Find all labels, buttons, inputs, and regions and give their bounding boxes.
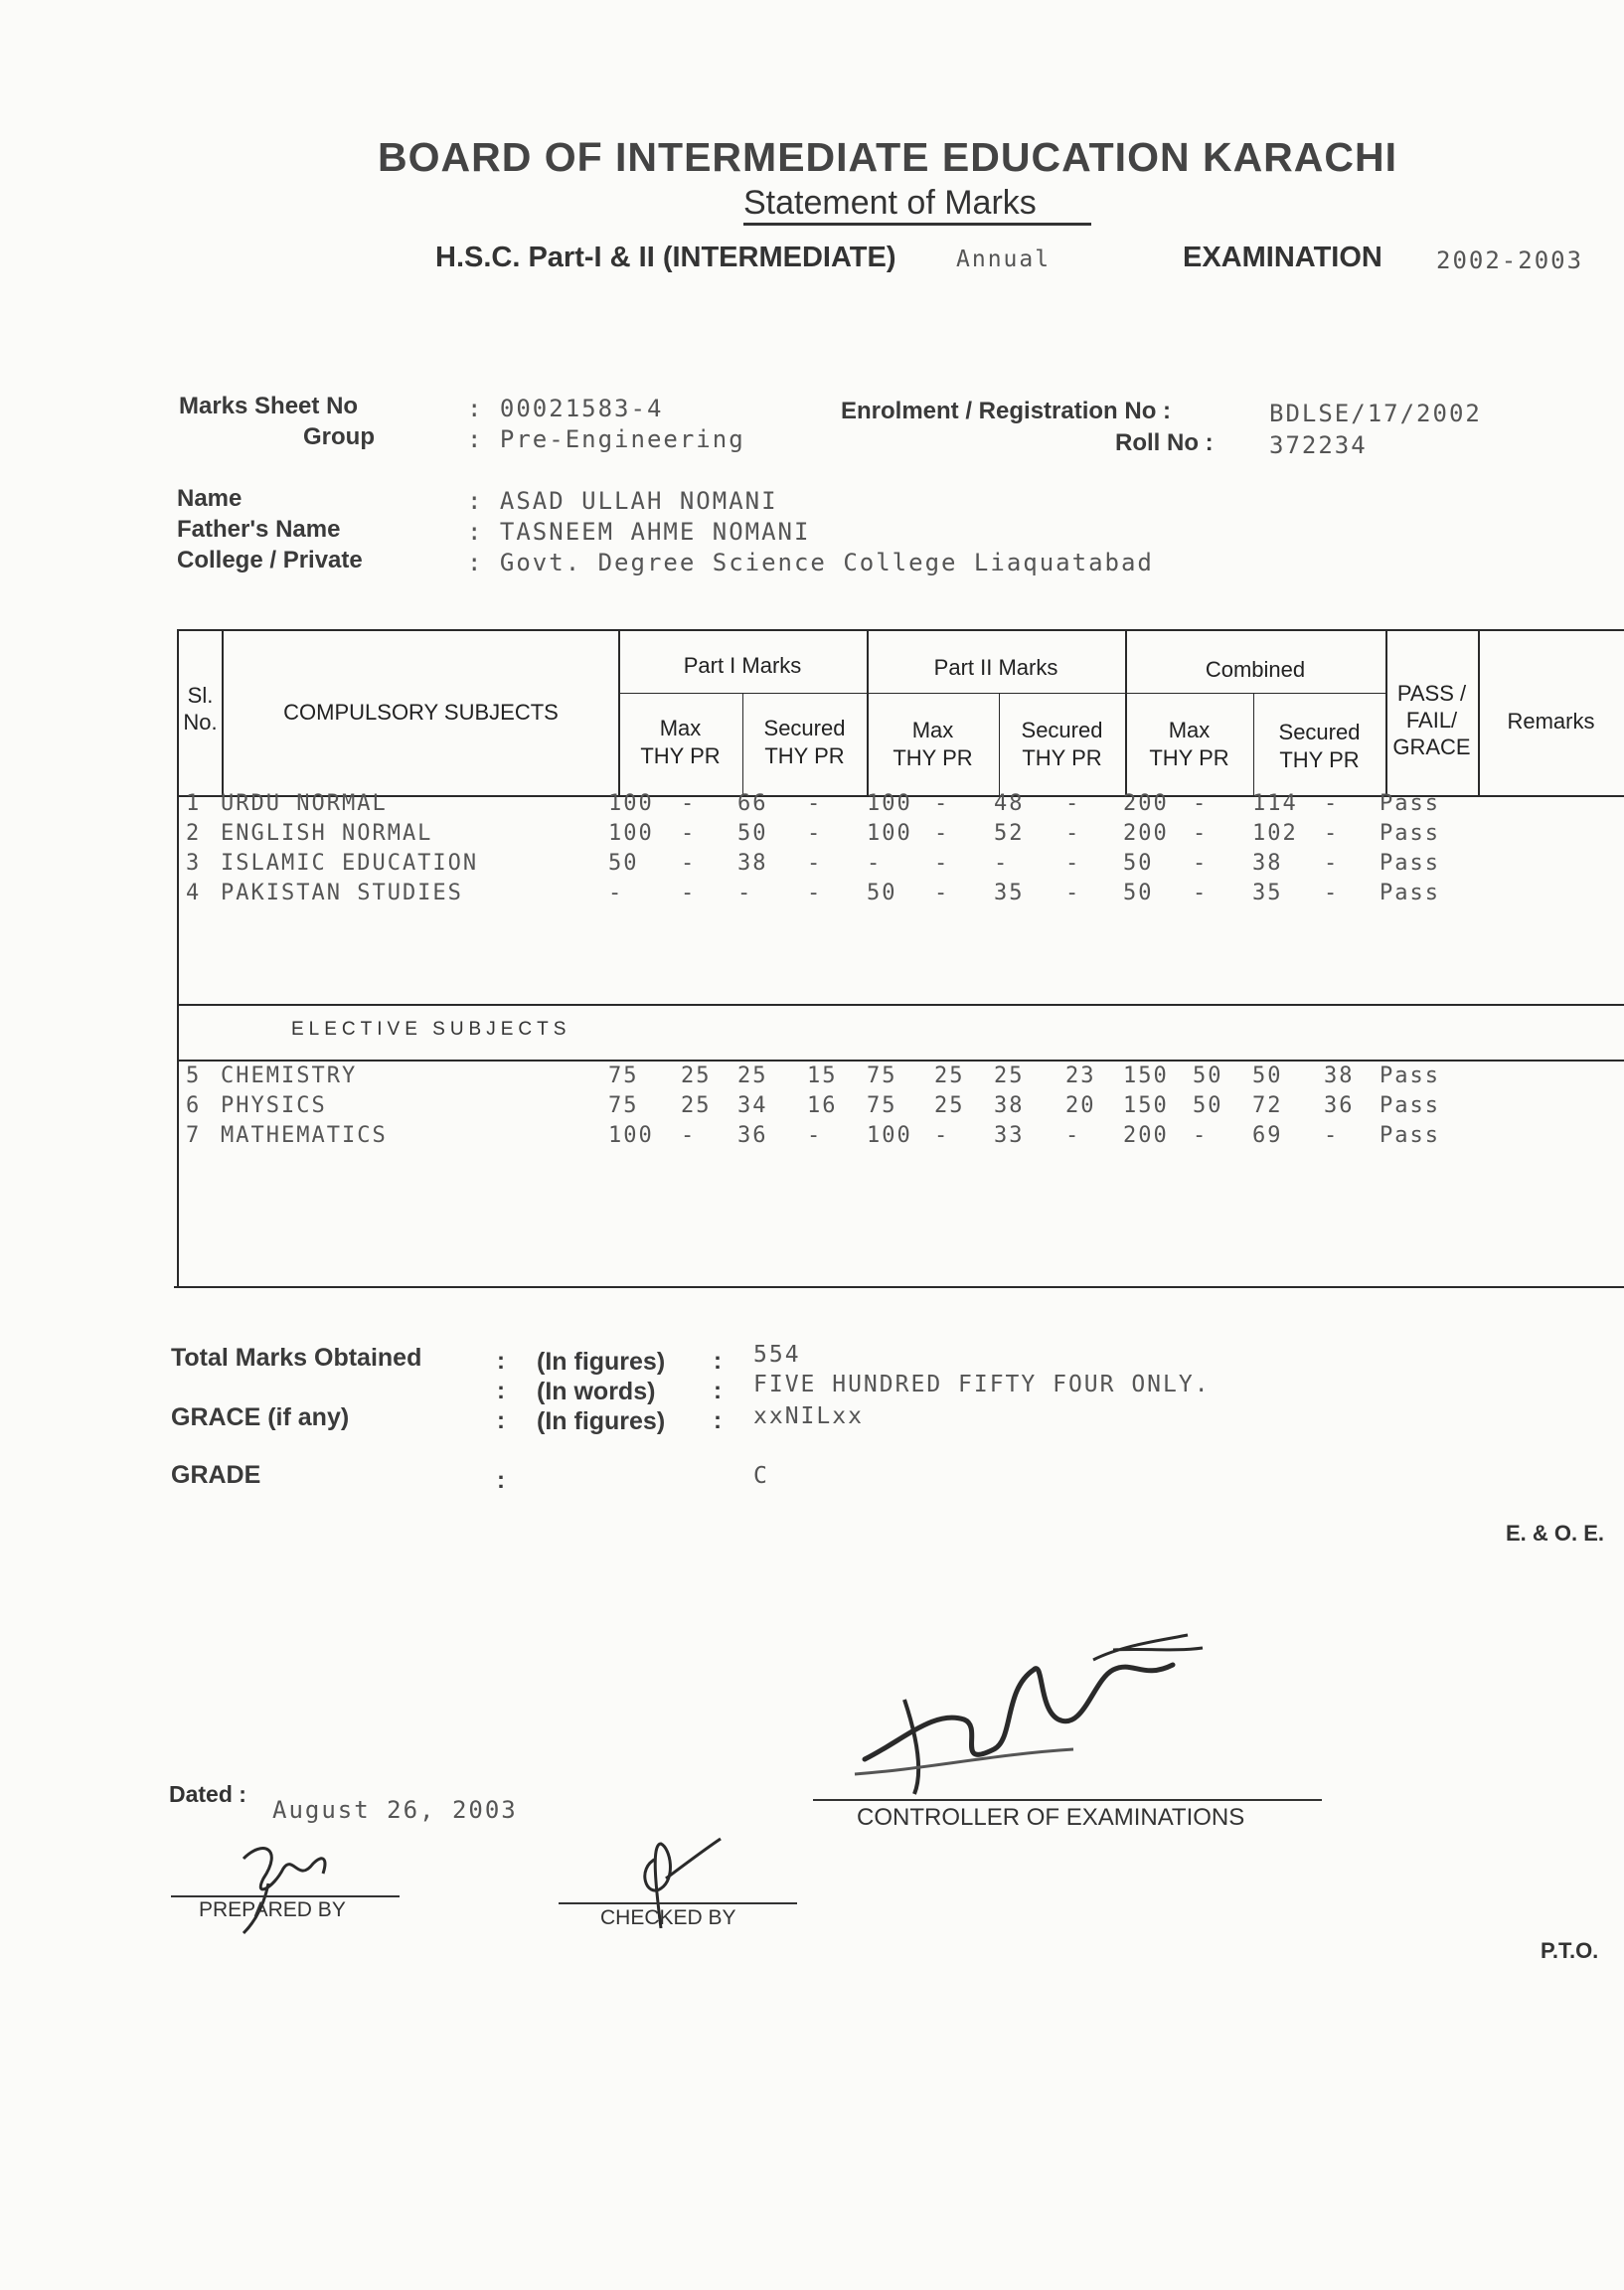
in-figures-label: (In figures) xyxy=(537,1348,666,1376)
roll-value: 372234 xyxy=(1269,431,1368,459)
cell-p1-max-pr: 25 xyxy=(681,1063,712,1088)
cell-p1-max-pr: - xyxy=(681,791,697,816)
cell-p2-max-thy: 75 xyxy=(867,1093,897,1118)
cell-p2-max-thy: 75 xyxy=(867,1063,897,1088)
cell-p2-sec-thy: 25 xyxy=(994,1063,1025,1088)
cell-c-sec-thy: 69 xyxy=(1252,1123,1283,1148)
cell-p2-max-pr: - xyxy=(934,851,950,876)
header-p1-secured: Secured xyxy=(763,716,846,740)
total-colon-3: : xyxy=(497,1378,505,1404)
elective-label: ELECTIVE SUBJECTS xyxy=(291,1019,571,1040)
cell-p1-max-thy: 50 xyxy=(608,851,639,876)
total-colon-2: : xyxy=(714,1348,722,1375)
cell-p2-sec-thy: 48 xyxy=(994,791,1025,816)
cell-p1-sec-pr: 15 xyxy=(807,1063,838,1088)
cell-p1-max-thy: 75 xyxy=(608,1093,639,1118)
header-remarks: Remarks xyxy=(1507,709,1595,734)
header-sl-no: Sl. No. xyxy=(183,683,218,735)
exam-year: 2002-2003 xyxy=(1436,246,1584,274)
controller-signature xyxy=(845,1600,1262,1799)
cell-p2-max-pr: - xyxy=(934,881,950,905)
eoe-text: E. & O. E. xyxy=(1506,1521,1605,1546)
cell-p2-sec-thy: 33 xyxy=(994,1123,1025,1148)
cell-result: Pass xyxy=(1380,821,1440,846)
cell-c-max-pr: - xyxy=(1193,821,1209,846)
statement-underline xyxy=(743,223,1091,226)
cell-p2-sec-thy: - xyxy=(994,851,1010,876)
cell-p2-max-thy: - xyxy=(867,851,883,876)
header-c-max-thy-pr: THY PR xyxy=(1149,745,1229,770)
cell-subject: CHEMISTRY xyxy=(221,1063,358,1088)
cell-p1-max-thy: 100 xyxy=(608,821,654,846)
cell-c-sec-thy: 114 xyxy=(1252,791,1298,816)
header-p2-max-thy-pr: THY PR xyxy=(893,745,973,770)
cell-sl: 3 xyxy=(186,851,202,876)
college-value: : Govt. Degree Science College Liaquatabad xyxy=(467,549,1154,576)
cell-p2-max-pr: 25 xyxy=(934,1063,965,1088)
cell-subject: PAKISTAN STUDIES xyxy=(221,881,463,905)
checked-line xyxy=(559,1902,797,1904)
cell-sl: 5 xyxy=(186,1063,202,1088)
cell-sl: 7 xyxy=(186,1123,202,1148)
cell-p2-sec-pr: - xyxy=(1065,791,1081,816)
cell-c-max-pr: - xyxy=(1193,791,1209,816)
cell-c-sec-pr: - xyxy=(1324,881,1340,905)
cell-p2-max-pr: 25 xyxy=(934,1093,965,1118)
total-marks-label: Total Marks Obtained xyxy=(171,1344,422,1372)
cell-p1-sec-thy: 38 xyxy=(737,851,768,876)
marks-sheet-value: : 00021583-4 xyxy=(467,395,664,422)
cell-c-max-thy: 50 xyxy=(1123,851,1154,876)
cell-result: Pass xyxy=(1380,1063,1440,1088)
cell-c-sec-thy: 50 xyxy=(1252,1063,1283,1088)
cell-p2-max-thy: 100 xyxy=(867,791,912,816)
cell-p1-sec-thy: 66 xyxy=(737,791,768,816)
cell-p1-max-thy: 100 xyxy=(608,1123,654,1148)
cell-c-sec-thy: 72 xyxy=(1252,1093,1283,1118)
cell-p1-max-thy: 100 xyxy=(608,791,654,816)
total-colon-4: : xyxy=(714,1378,722,1404)
cell-c-max-pr: - xyxy=(1193,881,1209,905)
cell-p2-max-thy: 100 xyxy=(867,1123,912,1148)
checked-by-label: CHECKED BY xyxy=(600,1906,736,1929)
cell-subject: MATHEMATICS xyxy=(221,1123,388,1148)
header-combined: Combined xyxy=(1205,657,1306,682)
grace-colon-1: : xyxy=(497,1407,505,1434)
board-title: BOARD OF INTERMEDIATE EDUCATION KARACHI xyxy=(378,134,1398,180)
enrolment-label: Enrolment / Registration No : xyxy=(841,398,1172,424)
cell-p2-sec-pr: - xyxy=(1065,851,1081,876)
cell-subject: PHYSICS xyxy=(221,1093,327,1118)
cell-subject: ENGLISH NORMAL xyxy=(221,821,433,846)
cell-result: Pass xyxy=(1380,1123,1440,1148)
cell-p2-sec-thy: 35 xyxy=(994,881,1025,905)
header-part1: Part I Marks xyxy=(683,653,802,678)
father-label: Father's Name xyxy=(177,516,341,543)
header-p2-max: Max xyxy=(911,718,954,742)
header-c-max: Max xyxy=(1168,718,1211,742)
exam-type: Annual xyxy=(956,246,1052,272)
cell-p2-sec-pr: - xyxy=(1065,881,1081,905)
cell-p2-sec-thy: 52 xyxy=(994,821,1025,846)
statement-title: Statement of Marks xyxy=(743,184,1037,222)
header-compulsory: COMPULSORY SUBJECTS xyxy=(283,700,559,725)
dated-label: Dated : xyxy=(169,1781,246,1807)
cell-p1-sec-thy: 50 xyxy=(737,821,768,846)
header-p2-secured: Secured xyxy=(1021,718,1103,742)
total-colon-1: : xyxy=(497,1348,505,1375)
cell-c-sec-pr: 38 xyxy=(1324,1063,1355,1088)
grade-label: GRADE xyxy=(171,1461,261,1489)
pto-text: P.T.O. xyxy=(1541,1938,1599,1963)
cell-p1-max-thy: 75 xyxy=(608,1063,639,1088)
header-part2: Part II Marks xyxy=(933,655,1058,680)
father-value: : TASNEEM AHME NOMANI xyxy=(467,518,811,546)
cell-subject: URDU NORMAL xyxy=(221,791,388,816)
cell-c-sec-thy: 102 xyxy=(1252,821,1298,846)
cell-c-sec-pr: - xyxy=(1324,851,1340,876)
cell-result: Pass xyxy=(1380,851,1440,876)
cell-sl: 2 xyxy=(186,821,202,846)
name-label: Name xyxy=(177,485,243,512)
grace-in-figures-label: (In figures) xyxy=(537,1407,666,1435)
header-p1-max: Max xyxy=(659,716,702,740)
cell-c-max-thy: 150 xyxy=(1123,1063,1169,1088)
exam-title: H.S.C. Part-I & II (INTERMEDIATE) xyxy=(435,242,896,273)
in-words-label: (In words) xyxy=(537,1378,656,1405)
cell-subject: ISLAMIC EDUCATION xyxy=(221,851,479,876)
cell-result: Pass xyxy=(1380,881,1440,905)
header-p2-sec-thy-pr: THY PR xyxy=(1022,745,1102,770)
cell-p1-max-pr: - xyxy=(681,881,697,905)
cell-p1-max-pr: - xyxy=(681,851,697,876)
dated-value: August 26, 2003 xyxy=(272,1796,518,1824)
cell-p1-sec-pr: - xyxy=(807,851,823,876)
cell-p2-sec-thy: 38 xyxy=(994,1093,1025,1118)
cell-c-sec-pr: 36 xyxy=(1324,1093,1355,1118)
cell-p1-sec-pr: - xyxy=(807,1123,823,1148)
cell-c-max-thy: 200 xyxy=(1123,791,1169,816)
cell-c-max-pr: 50 xyxy=(1193,1063,1223,1088)
controller-label: CONTROLLER OF EXAMINATIONS xyxy=(857,1804,1245,1831)
college-label: College / Private xyxy=(177,547,363,573)
cell-c-max-pr: - xyxy=(1193,851,1209,876)
cell-p1-sec-pr: - xyxy=(807,821,823,846)
cell-p1-sec-pr: 16 xyxy=(807,1093,838,1118)
cell-c-max-thy: 200 xyxy=(1123,821,1169,846)
cell-p1-max-thy: - xyxy=(608,881,624,905)
grade-value: C xyxy=(753,1463,769,1489)
cell-c-max-pr: - xyxy=(1193,1123,1209,1148)
cell-p1-sec-thy: 34 xyxy=(737,1093,768,1118)
cell-p2-max-pr: - xyxy=(934,791,950,816)
header-c-sec-thy-pr: THY PR xyxy=(1279,747,1360,772)
total-figures: 554 xyxy=(753,1342,801,1368)
examination-label: EXAMINATION xyxy=(1183,242,1382,273)
cell-p1-sec-thy: 36 xyxy=(737,1123,768,1148)
cell-p2-sec-pr: - xyxy=(1065,821,1081,846)
cell-p2-sec-pr: - xyxy=(1065,1123,1081,1148)
cell-c-max-pr: 50 xyxy=(1193,1093,1223,1118)
prepared-by-label: PREPARED BY xyxy=(199,1898,346,1921)
cell-p2-max-pr: - xyxy=(934,1123,950,1148)
total-words: FIVE HUNDRED FIFTY FOUR ONLY. xyxy=(753,1372,1211,1397)
roll-label: Roll No : xyxy=(1115,429,1214,456)
cell-p1-max-pr: - xyxy=(681,1123,697,1148)
cell-sl: 6 xyxy=(186,1093,202,1118)
marks-sheet-label: Marks Sheet No xyxy=(179,393,359,419)
cell-c-sec-thy: 38 xyxy=(1252,851,1283,876)
cell-p1-sec-thy: 25 xyxy=(737,1063,768,1088)
cell-p2-max-pr: - xyxy=(934,821,950,846)
cell-p2-max-thy: 100 xyxy=(867,821,912,846)
cell-c-sec-pr: - xyxy=(1324,1123,1340,1148)
grace-colon-2: : xyxy=(714,1407,722,1434)
header-p1-sec-thy-pr: THY PR xyxy=(764,743,845,768)
header-c-secured: Secured xyxy=(1278,720,1361,744)
cell-p1-max-pr: - xyxy=(681,821,697,846)
cell-p2-sec-pr: 20 xyxy=(1065,1093,1096,1118)
cell-p2-max-thy: 50 xyxy=(867,881,897,905)
grade-colon: : xyxy=(497,1467,505,1494)
cell-sl: 1 xyxy=(186,791,202,816)
cell-c-max-thy: 150 xyxy=(1123,1093,1169,1118)
cell-c-sec-thy: 35 xyxy=(1252,881,1283,905)
cell-p1-sec-pr: - xyxy=(807,791,823,816)
cell-p1-sec-thy: - xyxy=(737,881,753,905)
grace-label: GRACE (if any) xyxy=(171,1403,350,1431)
header-pass-fail: PASS / FAIL/ GRACE xyxy=(1392,681,1471,759)
cell-p2-sec-pr: 23 xyxy=(1065,1063,1096,1088)
enrolment-value: BDLSE/17/2002 xyxy=(1269,400,1482,427)
group-label: Group xyxy=(303,423,375,450)
cell-c-max-thy: 50 xyxy=(1123,881,1154,905)
grace-value: xxNILxx xyxy=(753,1403,864,1429)
cell-result: Pass xyxy=(1380,1093,1440,1118)
cell-c-sec-pr: - xyxy=(1324,821,1340,846)
cell-result: Pass xyxy=(1380,791,1440,816)
cell-c-sec-pr: - xyxy=(1324,791,1340,816)
prepared-line xyxy=(171,1895,400,1897)
name-value: : ASAD ULLAH NOMANI xyxy=(467,487,778,515)
cell-p1-sec-pr: - xyxy=(807,881,823,905)
cell-sl: 4 xyxy=(186,881,202,905)
group-value: : Pre-Engineering xyxy=(467,425,745,453)
cell-c-max-thy: 200 xyxy=(1123,1123,1169,1148)
cell-p1-max-pr: 25 xyxy=(681,1093,712,1118)
header-p1-max-thy-pr: THY PR xyxy=(640,743,721,768)
controller-line xyxy=(813,1799,1322,1801)
